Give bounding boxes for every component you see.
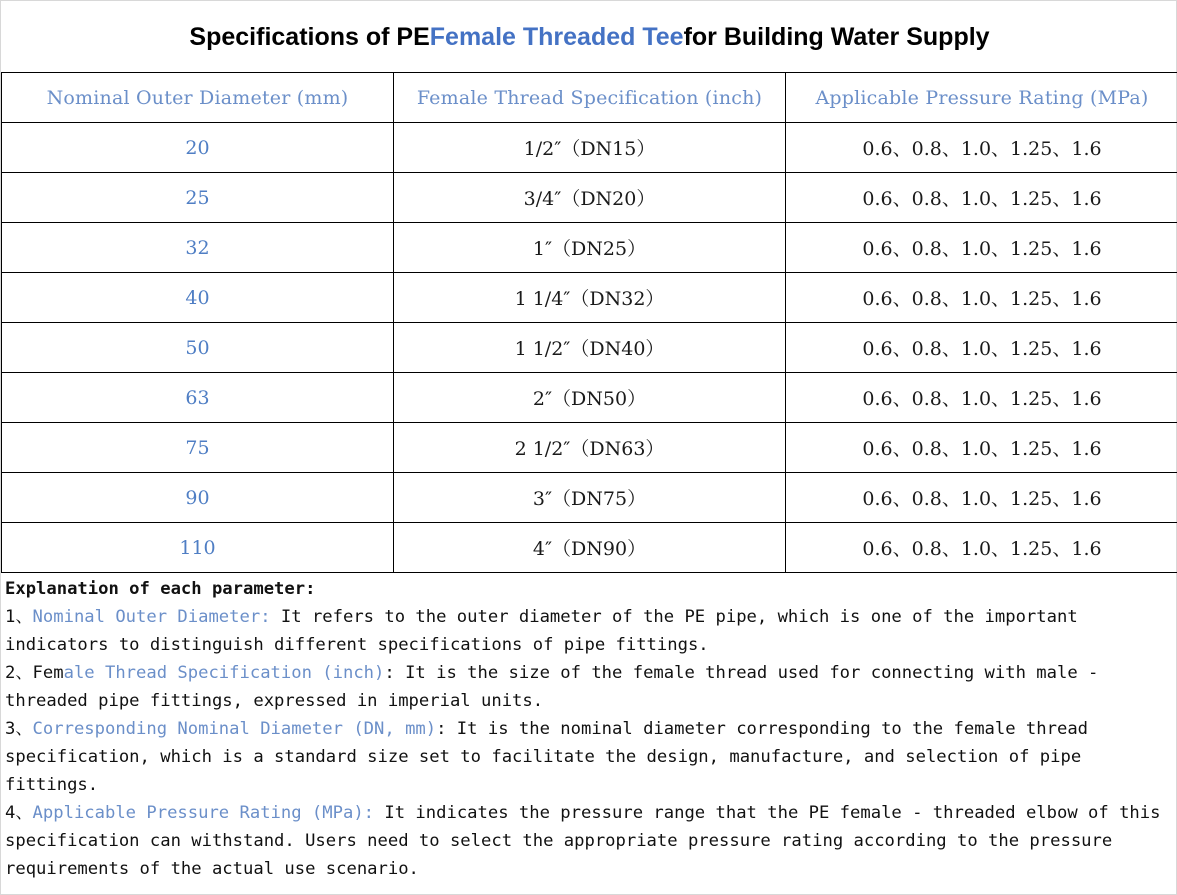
header-thread-spec: Female Thread Specification (inch) [394, 73, 786, 123]
note-text: It refers to the outer diameter of the PE pipe, which is one of the important indicators to distinguish different specifications of pipe fittings. [5, 607, 1078, 655]
note-number: 4、 [5, 803, 33, 823]
page-title [2, 2, 1177, 72]
table-row [2, 373, 1177, 423]
notes-heading: Explanation of each parameter: [5, 579, 316, 599]
cell-pressure-rating: 0.6、0.8、1.0、1.25、1.6 [786, 173, 1177, 223]
cell-thread-spec: 2 1/2″（DN63） [394, 423, 786, 473]
cell-outer-diameter: 50 [2, 323, 394, 373]
cell-outer-diameter: 90 [2, 473, 394, 523]
cell-pressure-rating: 0.6、0.8、1.0、1.25、1.6 [786, 273, 1177, 323]
cell-thread-spec: 1 1/2″（DN40） [394, 323, 786, 373]
cell-outer-diameter: 110 [2, 523, 394, 573]
table-row [2, 173, 1177, 223]
table-row [2, 273, 1177, 323]
note-number: 3、 [5, 719, 33, 739]
header-row [2, 73, 1177, 123]
note-nominal-diameter [5, 715, 1173, 799]
cell-thread-spec: 1/2″（DN15） [394, 123, 786, 173]
cell-pressure-rating: 0.6、0.8、1.0、1.25、1.6 [786, 473, 1177, 523]
table-row [2, 323, 1177, 373]
note-thread-spec [5, 659, 1173, 715]
table-row [2, 423, 1177, 473]
cell-pressure-rating: 0.6、0.8、1.0、1.25、1.6 [786, 123, 1177, 173]
note-outer-diameter [5, 603, 1173, 659]
cell-pressure-rating: 0.6、0.8、1.0、1.25、1.6 [786, 523, 1177, 573]
note-term: Nominal Outer Diameter: [32, 607, 271, 627]
cell-thread-spec: 2″（DN50） [394, 373, 786, 423]
cell-pressure-rating: 0.6、0.8、1.0、1.25、1.6 [786, 373, 1177, 423]
cell-thread-spec: 1 1/4″（DN32） [394, 273, 786, 323]
title-highlight: Female Threaded Tee [429, 22, 684, 51]
note-term: Corresponding Nominal Diameter (DN, mm) [32, 719, 437, 739]
cell-outer-diameter: 75 [2, 423, 394, 473]
cell-outer-diameter: 40 [2, 273, 394, 323]
title-prefix: Specifications of PE [189, 22, 430, 51]
cell-thread-spec: 4″（DN90） [394, 523, 786, 573]
parameter-notes [5, 575, 1173, 883]
header-outer-diameter: Nominal Outer Diameter (mm) [2, 73, 394, 123]
note-text: : It is the size of the female thread used for connecting with male - threaded pipe fittings, expressed in imperial units. [5, 663, 1099, 711]
note-pressure-rating [5, 799, 1173, 883]
table-row [2, 223, 1177, 273]
cell-thread-spec: 3/4″（DN20） [394, 173, 786, 223]
note-number: 2、Fem [5, 663, 64, 683]
table-row [2, 123, 1177, 173]
cell-pressure-rating: 0.6、0.8、1.0、1.25、1.6 [786, 223, 1177, 273]
note-text: : It is the nominal diameter corresponding to the female thread specification, which is a standard size set to facilitate the design, manufacture, and selection of pipe fittings. [5, 719, 1089, 795]
note-term: Applicable Pressure Rating (MPa): [32, 803, 375, 823]
table-row [2, 473, 1177, 523]
spec-table [1, 72, 1177, 573]
cell-pressure-rating: 0.6、0.8、1.0、1.25、1.6 [786, 323, 1177, 373]
cell-pressure-rating: 0.6、0.8、1.0、1.25、1.6 [786, 423, 1177, 473]
cell-outer-diameter: 20 [2, 123, 394, 173]
cell-thread-spec: 1″（DN25） [394, 223, 786, 273]
header-pressure-rating: Applicable Pressure Rating (MPa) [786, 73, 1177, 123]
cell-outer-diameter: 32 [2, 223, 394, 273]
cell-thread-spec: 3″（DN75） [394, 473, 786, 523]
note-term: ale Thread Specification (inch) [63, 663, 385, 683]
table-row [2, 523, 1177, 573]
cell-outer-diameter: 25 [2, 173, 394, 223]
title-suffix: for Building Water Supply [683, 22, 990, 51]
note-text: It indicates the pressure range that the PE female - threaded elbow of this specification can withstand. Users need to select the appropriate pressure rating according to the pressure requirements of the actual use scenario. [5, 803, 1161, 879]
note-number: 1、 [5, 607, 33, 627]
cell-outer-diameter: 63 [2, 373, 394, 423]
